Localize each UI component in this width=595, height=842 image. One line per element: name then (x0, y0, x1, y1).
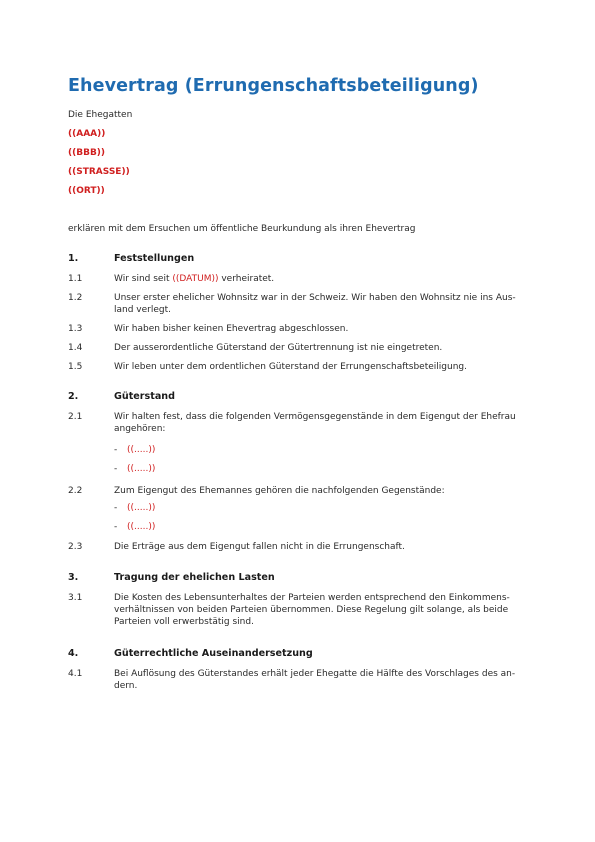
bullet-dash: - (114, 445, 118, 455)
clause-line: verhältnissen von beiden Parteien übernommen. Diese Regelung gilt solange, als beide (114, 605, 509, 615)
placeholder-item: ((.....)) (127, 464, 156, 474)
section-number: 4. (68, 648, 79, 659)
clause-text-pre: Wir sind seit (114, 274, 173, 284)
bullet-item (114, 502, 155, 514)
section-heading-4 (68, 648, 313, 659)
clause-text (114, 292, 528, 316)
section-title: Tragung der ehelichen Lasten (114, 572, 275, 583)
clause-number: 4.1 (68, 669, 83, 679)
clause-text (114, 273, 528, 285)
clause-number: 1.3 (68, 324, 83, 334)
clause-line: angehören: (114, 424, 166, 434)
bullet-dash: - (114, 522, 118, 532)
placeholder-ort: ((ORT)) (68, 186, 105, 196)
clause-text: Wir leben unter dem ordentlichen Güterstand der Errungenschaftsbeteiligung. (114, 362, 467, 372)
clause-number: 1.4 (68, 343, 83, 353)
placeholder-item: ((.....)) (127, 503, 156, 513)
clause-number: 1.1 (68, 274, 83, 284)
clause-text: Der ausserordentliche Güterstand der Gütertrennung ist nie eingetreten. (114, 343, 443, 353)
section-title: Feststellungen (114, 253, 195, 264)
clause-line: Unser erster ehelicher Wohnsitz war in der Schweiz. Wir haben den Wohnsitz nie ins Aus- (114, 293, 516, 303)
bullet-item (114, 463, 155, 475)
clause-text (114, 668, 528, 692)
clause-line: Die Kosten des Lebensunterhaltes der Parteien werden entsprechend den Einkommens- (114, 593, 510, 603)
clause-text: Die Erträge aus dem Eigengut fallen nicht in die Errungenschaft. (114, 542, 405, 552)
section-title: Güterrechtliche Auseinandersetzung (114, 648, 313, 659)
section-number: 1. (68, 253, 79, 264)
clause-text: Zum Eigengut des Ehemannes gehören die nachfolgenden Gegenstände: (114, 486, 445, 496)
clause-number: 1.5 (68, 362, 83, 372)
clause-line: dern. (114, 681, 138, 691)
placeholder-item: ((.....)) (127, 445, 156, 455)
section-heading-3 (68, 572, 275, 583)
placeholder-aaa: ((AAA)) (68, 129, 106, 139)
clause-text (114, 411, 528, 435)
clause-line: Wir halten fest, dass die folgenden Vermögensgegenstände in dem Eigengut der Ehefrau (114, 412, 516, 422)
declaration-text: erklären mit dem Ersuchen um öffentliche Beurkundung als ihren Ehevertrag (68, 224, 416, 234)
section-heading-1 (68, 253, 194, 264)
clause-number: 1.2 (68, 293, 83, 303)
clause-text (114, 592, 528, 628)
section-number: 3. (68, 572, 79, 583)
bullet-item (114, 521, 155, 533)
placeholder-strasse: ((STRASSE)) (68, 167, 130, 177)
placeholder-datum: ((DATUM)) (172, 274, 219, 284)
clause-number: 3.1 (68, 593, 83, 603)
document-title: Ehevertrag (Errungenschaftsbeteiligung) (68, 76, 479, 96)
section-number: 2. (68, 391, 79, 402)
clause-number: 2.1 (68, 412, 83, 422)
bullet-dash: - (114, 503, 118, 513)
placeholder-item: ((.....)) (127, 522, 156, 532)
bullet-item (114, 444, 155, 456)
placeholder-bbb: ((BBB)) (68, 148, 106, 158)
clause-line: Bei Auflösung des Güterstandes erhält jeder Ehegatte die Hälfte des Vorschlages des an- (114, 669, 516, 679)
bullet-dash: - (114, 464, 118, 474)
clause-text-post: verheiratet. (218, 274, 275, 284)
section-title: Güterstand (114, 391, 175, 402)
clause-line: Parteien voll erwerbstätig sind. (114, 617, 254, 627)
intro-text: Die Ehegatten (68, 110, 133, 120)
clause-text: Wir haben bisher keinen Ehevertrag abgeschlossen. (114, 324, 349, 334)
clause-line: land verlegt. (114, 305, 171, 315)
clause-number: 2.2 (68, 486, 83, 496)
section-heading-2 (68, 391, 175, 402)
clause-number: 2.3 (68, 542, 83, 552)
